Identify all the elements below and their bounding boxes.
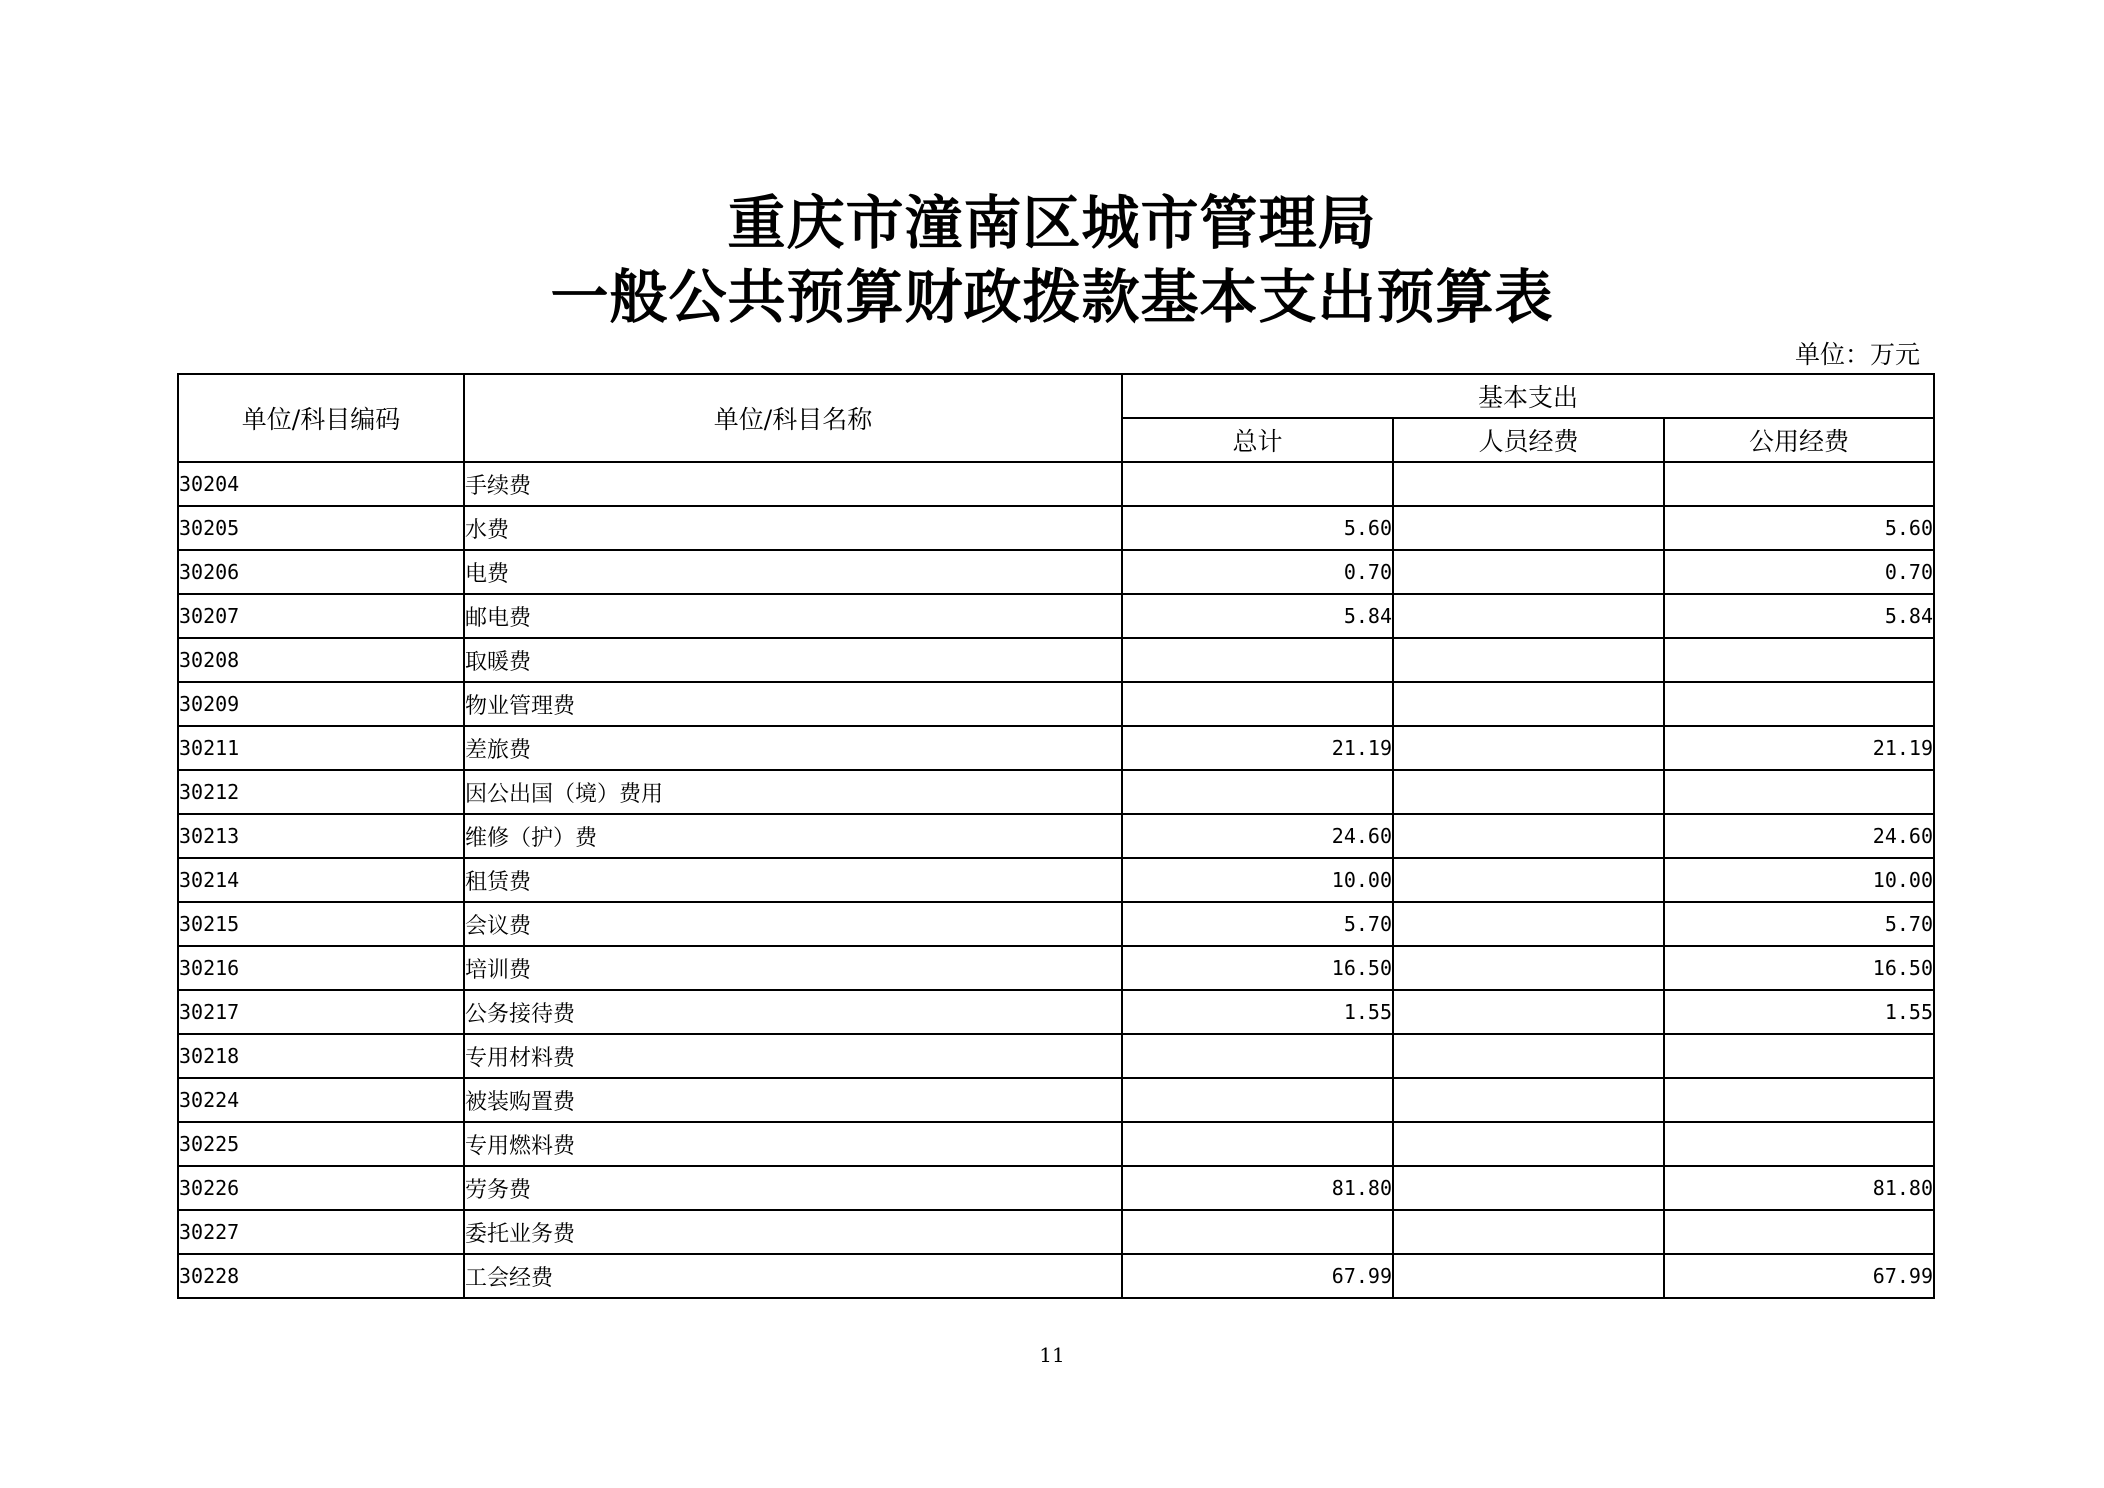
- cell-total: [1122, 462, 1393, 506]
- cell-name: 公务接待费: [464, 990, 1122, 1034]
- table-row: [178, 682, 1934, 726]
- table-row: [178, 550, 1934, 594]
- cell-total: 5.70: [1122, 902, 1393, 946]
- cell-personnel: [1393, 462, 1664, 506]
- cell-total: [1122, 1034, 1393, 1078]
- cell-public: 24.60: [1664, 814, 1934, 858]
- cell-code: 30206: [178, 550, 464, 594]
- cell-personnel: [1393, 726, 1664, 770]
- unit-label: 单位：万元: [1794, 340, 1920, 369]
- cell-code: 30208: [178, 638, 464, 682]
- cell-public: 10.00: [1664, 858, 1934, 902]
- cell-public: 21.19: [1664, 726, 1934, 770]
- cell-code: 30209: [178, 682, 464, 726]
- cell-code: 30215: [178, 902, 464, 946]
- cell-personnel: [1393, 902, 1664, 946]
- cell-name: 物业管理费: [464, 682, 1122, 726]
- cell-personnel: [1393, 1034, 1664, 1078]
- cell-public: [1664, 770, 1934, 814]
- cell-total: [1122, 770, 1393, 814]
- header-personnel: 人员经费: [1393, 418, 1664, 462]
- cell-total: 67.99: [1122, 1254, 1393, 1298]
- cell-name: 专用燃料费: [464, 1122, 1122, 1166]
- cell-code: 30225: [178, 1122, 464, 1166]
- cell-name: 培训费: [464, 946, 1122, 990]
- cell-code: 30224: [178, 1078, 464, 1122]
- cell-personnel: [1393, 682, 1664, 726]
- cell-public: 0.70: [1664, 550, 1934, 594]
- table-row: [178, 1122, 1934, 1166]
- cell-public: 16.50: [1664, 946, 1934, 990]
- cell-name: 因公出国（境）费用: [464, 770, 1122, 814]
- cell-total: [1122, 1078, 1393, 1122]
- cell-code: 30211: [178, 726, 464, 770]
- table-row: [178, 1210, 1934, 1254]
- cell-total: 0.70: [1122, 550, 1393, 594]
- table-row: [178, 1166, 1934, 1210]
- cell-personnel: [1393, 1210, 1664, 1254]
- header-name: 单位/科目名称: [464, 374, 1122, 462]
- cell-personnel: [1393, 1254, 1664, 1298]
- cell-personnel: [1393, 770, 1664, 814]
- cell-code: 30226: [178, 1166, 464, 1210]
- table-row: [178, 1078, 1934, 1122]
- cell-public: [1664, 462, 1934, 506]
- cell-total: [1122, 1210, 1393, 1254]
- header-public: 公用经费: [1664, 418, 1934, 462]
- cell-code: 30204: [178, 462, 464, 506]
- cell-code: 30217: [178, 990, 464, 1034]
- cell-code: 30216: [178, 946, 464, 990]
- cell-personnel: [1393, 1078, 1664, 1122]
- page-number: 11: [1039, 1343, 1065, 1367]
- cell-public: 5.84: [1664, 594, 1934, 638]
- cell-name: 被装购置费: [464, 1078, 1122, 1122]
- cell-name: 租赁费: [464, 858, 1122, 902]
- cell-total: 5.60: [1122, 506, 1393, 550]
- page-title-line2: 一般公共预算财政拨款基本支出预算表: [550, 263, 1554, 331]
- cell-personnel: [1393, 814, 1664, 858]
- cell-name: 委托业务费: [464, 1210, 1122, 1254]
- cell-name: 维修（护）费: [464, 814, 1122, 858]
- cell-total: [1122, 1122, 1393, 1166]
- cell-total: 16.50: [1122, 946, 1393, 990]
- cell-public: [1664, 1122, 1934, 1166]
- table-row: [178, 638, 1934, 682]
- cell-name: 取暖费: [464, 638, 1122, 682]
- cell-personnel: [1393, 1166, 1664, 1210]
- cell-name: 手续费: [464, 462, 1122, 506]
- header-basic-expenditure: 基本支出: [1122, 374, 1934, 418]
- cell-total: 10.00: [1122, 858, 1393, 902]
- table-row: [178, 1034, 1934, 1078]
- cell-name: 会议费: [464, 902, 1122, 946]
- table-row: [178, 946, 1934, 990]
- cell-total: 1.55: [1122, 990, 1393, 1034]
- page-title-line1: 重庆市潼南区城市管理局: [727, 189, 1377, 257]
- table-row: [178, 462, 1934, 506]
- cell-public: 81.80: [1664, 1166, 1934, 1210]
- cell-public: [1664, 1034, 1934, 1078]
- cell-total: 21.19: [1122, 726, 1393, 770]
- cell-code: 30214: [178, 858, 464, 902]
- table-body: [178, 462, 1934, 1298]
- cell-code: 30228: [178, 1254, 464, 1298]
- cell-name: 电费: [464, 550, 1122, 594]
- table-row: [178, 1254, 1934, 1298]
- table-row: [178, 770, 1934, 814]
- table-row: [178, 990, 1934, 1034]
- cell-personnel: [1393, 1122, 1664, 1166]
- cell-code: 30212: [178, 770, 464, 814]
- cell-personnel: [1393, 550, 1664, 594]
- cell-personnel: [1393, 990, 1664, 1034]
- budget-table: [177, 373, 1935, 1299]
- header-total: 总计: [1122, 418, 1393, 462]
- cell-code: 30218: [178, 1034, 464, 1078]
- table-row: [178, 814, 1934, 858]
- table-row: [178, 858, 1934, 902]
- cell-name: 工会经费: [464, 1254, 1122, 1298]
- cell-personnel: [1393, 638, 1664, 682]
- cell-public: [1664, 682, 1934, 726]
- cell-personnel: [1393, 594, 1664, 638]
- cell-code: 30205: [178, 506, 464, 550]
- table-row: [178, 594, 1934, 638]
- cell-public: 5.60: [1664, 506, 1934, 550]
- cell-code: 30207: [178, 594, 464, 638]
- cell-personnel: [1393, 946, 1664, 990]
- cell-total: 81.80: [1122, 1166, 1393, 1210]
- cell-name: 差旅费: [464, 726, 1122, 770]
- table-row: [178, 902, 1934, 946]
- cell-code: 30227: [178, 1210, 464, 1254]
- cell-name: 专用材料费: [464, 1034, 1122, 1078]
- cell-public: 5.70: [1664, 902, 1934, 946]
- cell-name: 劳务费: [464, 1166, 1122, 1210]
- cell-public: [1664, 1210, 1934, 1254]
- cell-public: 67.99: [1664, 1254, 1934, 1298]
- cell-total: 5.84: [1122, 594, 1393, 638]
- cell-total: [1122, 638, 1393, 682]
- cell-public: [1664, 638, 1934, 682]
- cell-total: [1122, 682, 1393, 726]
- table-row: [178, 506, 1934, 550]
- cell-name: 邮电费: [464, 594, 1122, 638]
- cell-personnel: [1393, 506, 1664, 550]
- cell-personnel: [1393, 858, 1664, 902]
- header-code: 单位/科目编码: [178, 374, 464, 462]
- cell-public: 1.55: [1664, 990, 1934, 1034]
- cell-total: 24.60: [1122, 814, 1393, 858]
- cell-code: 30213: [178, 814, 464, 858]
- cell-public: [1664, 1078, 1934, 1122]
- cell-name: 水费: [464, 506, 1122, 550]
- table-row: [178, 726, 1934, 770]
